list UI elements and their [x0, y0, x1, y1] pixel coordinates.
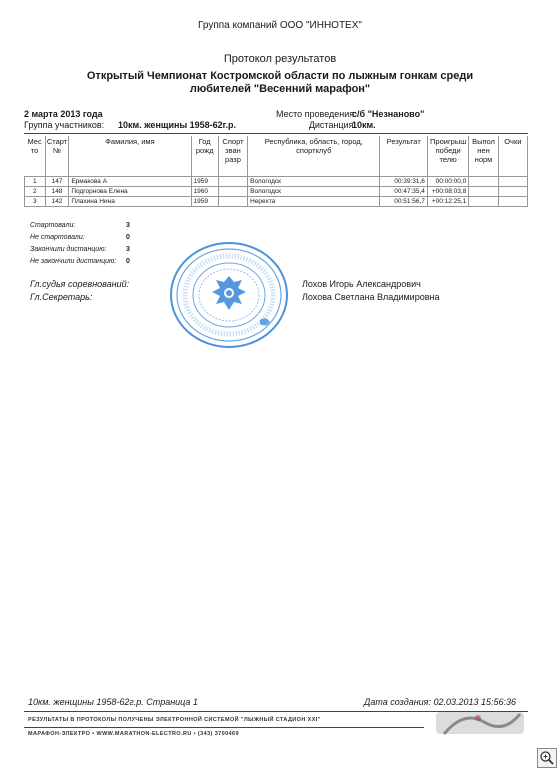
col-name: Фамилия, имя	[69, 136, 191, 177]
cell-name: Плахина Нина	[69, 197, 191, 207]
cell-rank	[218, 197, 247, 207]
distance-value: 10км.	[352, 120, 376, 130]
event-date: 2 марта 2013 года	[24, 109, 103, 119]
col-year: Год рожд	[191, 136, 218, 177]
cell-lag: +00:12:25,1	[427, 197, 468, 207]
venue-value: с/б "Незнаново"	[352, 109, 425, 119]
cell-points	[498, 197, 527, 207]
cell-lag: +00:08:03,8	[427, 187, 468, 197]
col-start: Старт №	[45, 136, 69, 177]
cell-start: 148	[45, 187, 69, 197]
footer-created: Дата создания: 02.03.2013 15:56:36	[364, 697, 517, 707]
col-result: Результат	[380, 136, 427, 177]
cell-name: Подгорнова Елена	[69, 187, 191, 197]
cell-place: 1	[25, 177, 46, 187]
event-title-line1: Открытый Чемпионат Костромской области по лыжным гонкам среди	[86, 70, 474, 82]
col-norm: Выпол нен норм	[469, 136, 498, 177]
table-row	[25, 187, 528, 197]
group-value: 10км. женщины 1958-62г.р.	[118, 120, 237, 130]
cell-norm	[469, 197, 498, 207]
cell-norm	[469, 177, 498, 187]
cell-year: 1959	[191, 197, 218, 207]
cell-start: 142	[45, 197, 69, 207]
started-value: 3	[126, 222, 130, 229]
footer-page-info: 10км. женщины 1958-62г.р. Страница 1	[28, 697, 198, 707]
finished-label: Закончили дистанцию:	[30, 246, 107, 253]
col-region: Республика, область, город, спортклуб	[248, 136, 380, 177]
secretary-label: Гл.Секретарь:	[30, 292, 93, 302]
cell-place: 2	[25, 187, 46, 197]
group-label: Группа участников:	[24, 120, 105, 130]
cell-points	[498, 187, 527, 197]
table-row	[25, 197, 528, 207]
footer-contacts: МАРАФОН-ЭЛЕКТРО • WWW.MARATHON-ELECTRO.RU • (343) 3700469	[28, 731, 239, 737]
cell-rank	[218, 177, 247, 187]
cell-name: Ермакова А	[69, 177, 191, 187]
cell-result: 00:47:35,4	[380, 187, 427, 197]
cell-year: 1960	[191, 187, 218, 197]
results-table	[24, 136, 528, 207]
marathon-logo	[434, 708, 526, 738]
not-finished-label: Не закончили дистанцию:	[30, 258, 117, 265]
cell-result: 00:51:56,7	[380, 197, 427, 207]
footer-system-note: РЕЗУЛЬТАТЫ В ПРОТОКОЛЫ ПОЛУЧЕНЫ ЭЛЕКТРОННОЙ СИСТЕМОЙ "ЛЫЖНЫЙ СТАДИОН XXI"	[28, 717, 321, 723]
cell-points	[498, 177, 527, 187]
event-title-line2: любителей "Весенний марафон"	[189, 83, 371, 95]
not-started-label: Не стартовали:	[30, 234, 85, 241]
cell-place: 3	[25, 197, 46, 207]
secretary-name: Лохова Светлана Владимировна	[302, 292, 440, 302]
cell-rank	[218, 187, 247, 197]
company-name: Группа компаний ООО "ИННОТЕХ"	[198, 20, 362, 31]
not-started-value: 0	[126, 234, 130, 241]
cell-result: 00:39:31,6	[380, 177, 427, 187]
cell-year: 1959	[191, 177, 218, 187]
cell-region: Вологодск	[248, 177, 380, 187]
col-points: Очки	[498, 136, 527, 177]
started-label: Стартовали:	[30, 222, 76, 229]
finished-value: 3	[126, 246, 130, 253]
col-lag: Проигрыш победи телю	[427, 136, 468, 177]
table-row	[25, 177, 528, 187]
cell-region: Нерехта	[248, 197, 380, 207]
cell-start: 147	[45, 177, 69, 187]
col-place: Мес то	[25, 136, 46, 177]
header-divider	[24, 133, 528, 134]
protocol-heading: Протокол результатов	[223, 53, 337, 65]
venue-label: Место проведения:	[276, 109, 357, 119]
judge-label: Гл.судья соревнований:	[30, 279, 130, 289]
cell-lag: 00:00:00,0	[427, 177, 468, 187]
zoom-in-icon[interactable]	[537, 748, 557, 768]
cell-norm	[469, 187, 498, 197]
table-header-row	[25, 136, 528, 177]
cell-region: Вологодск	[248, 187, 380, 197]
col-rank: Спорт зван разр	[218, 136, 247, 177]
official-stamp	[168, 240, 290, 350]
judge-name: Лохов Игорь Александрович	[302, 279, 421, 289]
footer-divider-2	[24, 727, 424, 728]
distance-label: Дистанция:	[308, 120, 356, 130]
not-finished-value: 0	[126, 258, 130, 265]
